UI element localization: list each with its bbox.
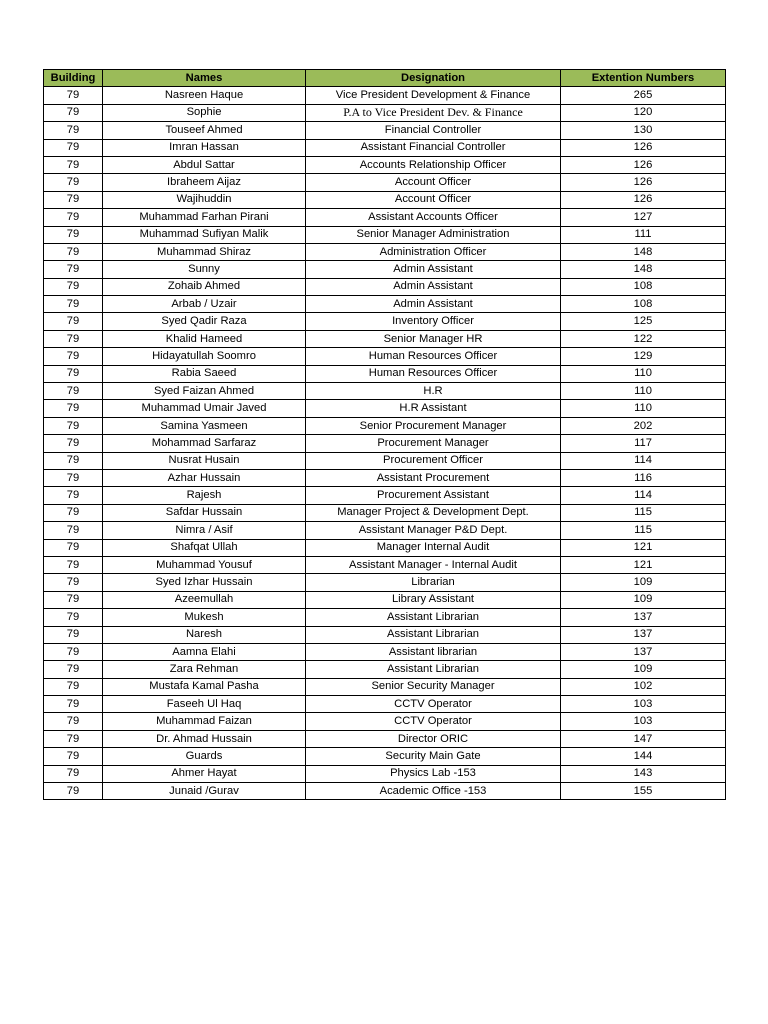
cell-name: Azhar Hussain [103,469,306,486]
cell-designation: Senior Procurement Manager [306,417,561,434]
cell-extension: 109 [561,574,726,591]
cell-extension: 111 [561,226,726,243]
table-row [44,243,726,260]
cell-name: Syed Qadir Raza [103,313,306,330]
cell-designation: Admin Assistant [306,278,561,295]
cell-designation: Assistant Financial Controller [306,139,561,156]
cell-building: 79 [44,243,103,260]
header-extension-numbers: Extention Numbers [561,70,726,87]
table-row [44,504,726,521]
table-row [44,226,726,243]
table-row [44,209,726,226]
cell-extension: 103 [561,713,726,730]
cell-building: 79 [44,174,103,191]
cell-name: Dr. Ahmad Hussain [103,730,306,747]
cell-name: Zara Rehman [103,661,306,678]
cell-name: Guards [103,748,306,765]
cell-designation: Admin Assistant [306,296,561,313]
cell-building: 79 [44,417,103,434]
cell-extension: 103 [561,696,726,713]
cell-designation: Procurement Officer [306,452,561,469]
cell-designation: Security Main Gate [306,748,561,765]
table-row [44,156,726,173]
cell-designation: Librarian [306,574,561,591]
table-row [44,435,726,452]
cell-building: 79 [44,296,103,313]
table-row [44,104,726,121]
cell-name: Arbab / Uzair [103,296,306,313]
cell-name: Samina Yasmeen [103,417,306,434]
cell-building: 79 [44,104,103,121]
cell-name: Muhammad Sufiyan Malik [103,226,306,243]
cell-building: 79 [44,591,103,608]
cell-name: Abdul Sattar [103,156,306,173]
table-row [44,748,726,765]
table-row [44,696,726,713]
cell-name: Ibraheem Aijaz [103,174,306,191]
cell-building: 79 [44,556,103,573]
header-building: Building [44,70,103,87]
table-row [44,87,726,104]
cell-designation: Admin Assistant [306,261,561,278]
header-designation: Designation [306,70,561,87]
cell-extension: 148 [561,243,726,260]
cell-designation: Assistant Manager - Internal Audit [306,556,561,573]
cell-name: Muhammad Faizan [103,713,306,730]
table-row [44,400,726,417]
cell-designation: Assistant Manager P&D Dept. [306,522,561,539]
cell-name: Rabia Saeed [103,365,306,382]
table-row [44,626,726,643]
cell-extension: 110 [561,383,726,400]
cell-name: Nimra / Asif [103,522,306,539]
cell-extension: 115 [561,504,726,521]
cell-extension: 114 [561,487,726,504]
cell-name: Hidayatullah Soomro [103,348,306,365]
cell-designation: CCTV Operator [306,713,561,730]
cell-building: 79 [44,539,103,556]
cell-name: Khalid Hameed [103,330,306,347]
table-row [44,469,726,486]
cell-building: 79 [44,365,103,382]
cell-designation: Assistant librarian [306,643,561,660]
cell-designation: Senior Security Manager [306,678,561,695]
table-row [44,730,726,747]
cell-building: 79 [44,487,103,504]
cell-building: 79 [44,313,103,330]
cell-extension: 144 [561,748,726,765]
cell-extension: 109 [561,661,726,678]
cell-name: Imran Hassan [103,139,306,156]
cell-designation: Account Officer [306,174,561,191]
cell-building: 79 [44,678,103,695]
cell-extension: 116 [561,469,726,486]
cell-extension: 147 [561,730,726,747]
cell-designation: Financial Controller [306,122,561,139]
cell-name: Ahmer Hayat [103,765,306,782]
cell-name: Syed Izhar Hussain [103,574,306,591]
cell-designation: Assistant Librarian [306,661,561,678]
table-body [44,87,726,800]
cell-extension: 122 [561,330,726,347]
cell-building: 79 [44,574,103,591]
cell-building: 79 [44,696,103,713]
cell-extension: 110 [561,400,726,417]
cell-name: Sunny [103,261,306,278]
cell-building: 79 [44,435,103,452]
cell-building: 79 [44,713,103,730]
table-row [44,487,726,504]
table-row [44,313,726,330]
table-row [44,348,726,365]
table-row [44,574,726,591]
cell-designation: P.A to Vice President Dev. & Finance [306,104,561,121]
cell-building: 79 [44,209,103,226]
cell-name: Aamna Elahi [103,643,306,660]
cell-designation: Human Resources Officer [306,348,561,365]
cell-building: 79 [44,278,103,295]
cell-designation: Assistant Librarian [306,626,561,643]
cell-extension: 126 [561,191,726,208]
cell-extension: 137 [561,609,726,626]
cell-building: 79 [44,783,103,800]
cell-name: Mohammad Sarfaraz [103,435,306,452]
cell-extension: 108 [561,278,726,295]
table-row [44,765,726,782]
cell-building: 79 [44,400,103,417]
cell-name: Muhammad Farhan Pirani [103,209,306,226]
cell-building: 79 [44,156,103,173]
cell-designation: H.R Assistant [306,400,561,417]
table-row [44,539,726,556]
cell-extension: 108 [561,296,726,313]
cell-building: 79 [44,748,103,765]
cell-name: Azeemullah [103,591,306,608]
cell-designation: Library Assistant [306,591,561,608]
cell-designation: Vice President Development & Finance [306,87,561,104]
cell-building: 79 [44,661,103,678]
cell-extension: 125 [561,313,726,330]
cell-building: 79 [44,504,103,521]
cell-extension: 126 [561,174,726,191]
table-row [44,591,726,608]
table-row [44,417,726,434]
cell-name: Touseef Ahmed [103,122,306,139]
header-names: Names [103,70,306,87]
table-row [44,522,726,539]
cell-building: 79 [44,348,103,365]
table-row [44,643,726,660]
cell-name: Rajesh [103,487,306,504]
cell-name: Shafqat Ullah [103,539,306,556]
cell-designation: CCTV Operator [306,696,561,713]
table-row [44,261,726,278]
cell-name: Muhammad Umair Javed [103,400,306,417]
cell-designation: Procurement Manager [306,435,561,452]
table-row [44,139,726,156]
cell-designation: Senior Manager Administration [306,226,561,243]
cell-building: 79 [44,87,103,104]
cell-building: 79 [44,383,103,400]
cell-designation: Assistant Librarian [306,609,561,626]
cell-extension: 109 [561,591,726,608]
cell-building: 79 [44,191,103,208]
cell-designation: H.R [306,383,561,400]
cell-name: Muhammad Yousuf [103,556,306,573]
cell-building: 79 [44,626,103,643]
extension-directory [43,69,726,800]
cell-designation: Procurement Assistant [306,487,561,504]
cell-name: Faseeh Ul Haq [103,696,306,713]
table-row [44,383,726,400]
cell-extension: 110 [561,365,726,382]
cell-building: 79 [44,261,103,278]
table-row [44,122,726,139]
cell-extension: 120 [561,104,726,121]
cell-designation: Human Resources Officer [306,365,561,382]
table-row [44,191,726,208]
cell-extension: 265 [561,87,726,104]
cell-building: 79 [44,643,103,660]
cell-extension: 202 [561,417,726,434]
table-row [44,556,726,573]
cell-designation: Physics Lab -153 [306,765,561,782]
cell-designation: Administration Officer [306,243,561,260]
cell-extension: 143 [561,765,726,782]
cell-extension: 102 [561,678,726,695]
table-row [44,713,726,730]
cell-name: Wajihuddin [103,191,306,208]
cell-extension: 121 [561,556,726,573]
cell-extension: 127 [561,209,726,226]
cell-extension: 126 [561,139,726,156]
table-row [44,365,726,382]
cell-extension: 137 [561,643,726,660]
cell-name: Nusrat Husain [103,452,306,469]
table-row [44,609,726,626]
cell-name: Nasreen Haque [103,87,306,104]
cell-extension: 114 [561,452,726,469]
cell-extension: 121 [561,539,726,556]
cell-building: 79 [44,226,103,243]
cell-building: 79 [44,522,103,539]
cell-name: Mustafa Kamal Pasha [103,678,306,695]
cell-extension: 129 [561,348,726,365]
cell-designation: Assistant Procurement [306,469,561,486]
table-row [44,783,726,800]
table-row [44,296,726,313]
table-row [44,452,726,469]
cell-extension: 130 [561,122,726,139]
cell-designation: Account Officer [306,191,561,208]
cell-designation: Manager Internal Audit [306,539,561,556]
cell-designation: Accounts Relationship Officer [306,156,561,173]
cell-extension: 126 [561,156,726,173]
cell-designation: Academic Office -153 [306,783,561,800]
cell-extension: 148 [561,261,726,278]
cell-building: 79 [44,139,103,156]
cell-designation: Assistant Accounts Officer [306,209,561,226]
cell-designation: Inventory Officer [306,313,561,330]
table-row [44,661,726,678]
header-row [44,70,726,87]
cell-extension: 115 [561,522,726,539]
cell-name: Zohaib Ahmed [103,278,306,295]
cell-building: 79 [44,730,103,747]
cell-building: 79 [44,330,103,347]
cell-designation: Senior Manager HR [306,330,561,347]
cell-designation: Director ORIC [306,730,561,747]
cell-building: 79 [44,452,103,469]
table-row [44,278,726,295]
cell-name: Syed Faizan Ahmed [103,383,306,400]
cell-name: Safdar Hussain [103,504,306,521]
directory-table [43,69,726,800]
table-row [44,678,726,695]
table-row [44,174,726,191]
cell-building: 79 [44,609,103,626]
cell-designation: Manager Project & Development Dept. [306,504,561,521]
cell-name: Sophie [103,104,306,121]
cell-name: Junaid /Gurav [103,783,306,800]
table-row [44,330,726,347]
cell-name: Mukesh [103,609,306,626]
cell-building: 79 [44,469,103,486]
cell-extension: 137 [561,626,726,643]
cell-building: 79 [44,122,103,139]
cell-name: Muhammad Shiraz [103,243,306,260]
cell-extension: 155 [561,783,726,800]
cell-extension: 117 [561,435,726,452]
cell-name: Naresh [103,626,306,643]
cell-building: 79 [44,765,103,782]
